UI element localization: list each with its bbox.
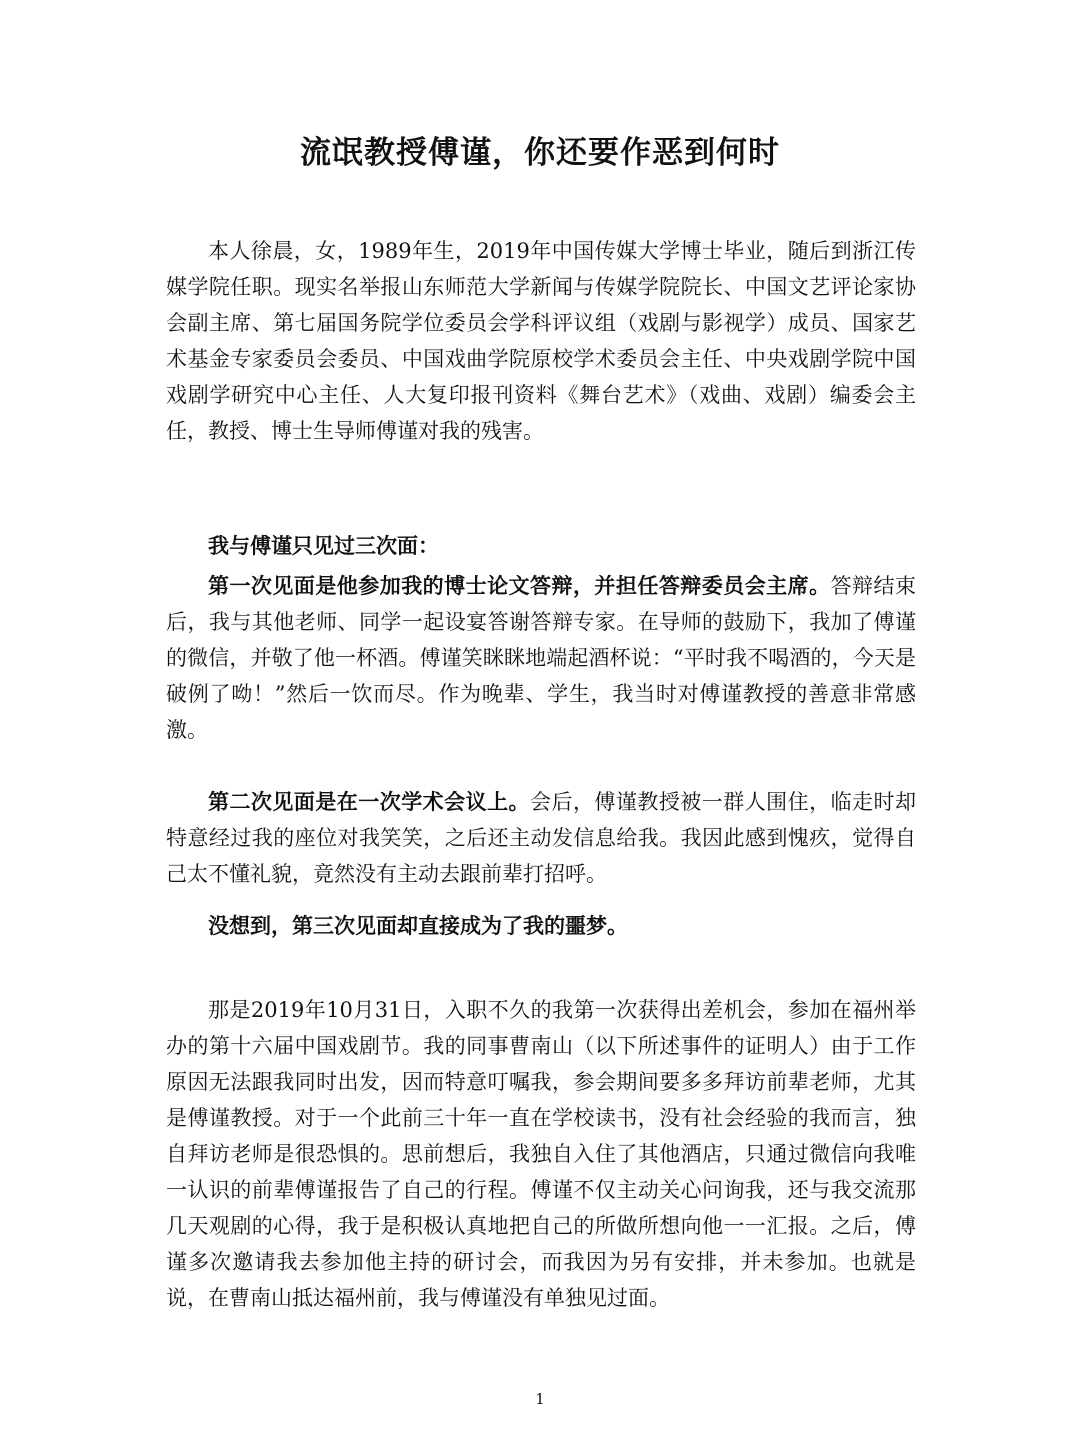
first-meeting-body: 答辩结束后，我与其他老师、同学一起设宴答谢答辩专家。在导师的鼓励下，我加了傅谨的微信，并敬了他一杯酒。傅谨笑眯眯地端起酒杯说：“平时我不喝酒的，今天是破例了呦！”然后一饮而尽。作为晚辈、学生，我当时对傅谨教授的善意非常感激。: [166, 574, 916, 742]
paragraph-third-meeting: 没想到，第三次见面却直接成为了我的噩梦。: [208, 914, 628, 938]
paragraph-first-meeting: [166, 568, 916, 748]
paragraph-second-meeting: [166, 784, 916, 892]
first-meeting-lead: 第一次见面是他参加我的博士论文答辩，并担任答辩委员会主席。: [208, 574, 831, 598]
page-number: 1: [535, 1390, 545, 1408]
heading-meetings: 我与傅谨只见过三次面：: [208, 534, 439, 558]
paragraph-fuzhou: 那是2019年10月31日，入职不久的我第一次获得出差机会，参加在福州举办的第十六届中国戏剧节。我的同事曹南山（以下所述事件的证明人）由于工作原因无法跟我同时出发，因而特意叮嘱我，参会期间要多多拜访前辈老师，尤其是傅谨教授。对于一个此前三十年一直在学校读书，没有社会经验的我而言，独自拜访老师是很恐惧的。思前想后，我独自入住了其他酒店，只通过微信向我唯一认识的前辈傅谨报告了自己的行程。傅谨不仅主动关心问询我，还与我交流那几天观剧的心得，我于是积极认真地把自己的所做所想向他一一汇报。之后，傅谨多次邀请我去参加他主持的研讨会，而我因为另有安排，并未参加。也就是说，在曹南山抵达福州前，我与傅谨没有单独见过面。: [166, 998, 916, 1310]
second-meeting-body: 会后，傅谨教授被一群人围住，临走时却特意经过我的座位对我笑笑，之后还主动发信息给我。我因此感到愧疚，觉得自己太不懂礼貌，竟然没有主动去跟前辈打招呼。: [166, 790, 916, 886]
second-meeting-lead: 第二次见面是在一次学术会议上。: [208, 790, 531, 814]
document-title: 流氓教授傅谨，你还要作恶到何时: [300, 135, 780, 171]
paragraph-intro: 本人徐晨，女，1989年生，2019年中国传媒大学博士毕业，随后到浙江传媒学院任职。现实名举报山东师范大学新闻与传媒学院院长、中国文艺评论家协会副主席、第七届国务院学位委员会学科评议组（戏剧与影视学）成员、国家艺术基金专家委员会委员、中国戏曲学院原校学术委员会主任、中央戏剧学院中国戏剧学研究中心主任、人大复印报刊资料《舞台艺术》（戏曲、戏剧）编委会主任，教授、博士生导师傅谨对我的残害。: [166, 239, 916, 443]
